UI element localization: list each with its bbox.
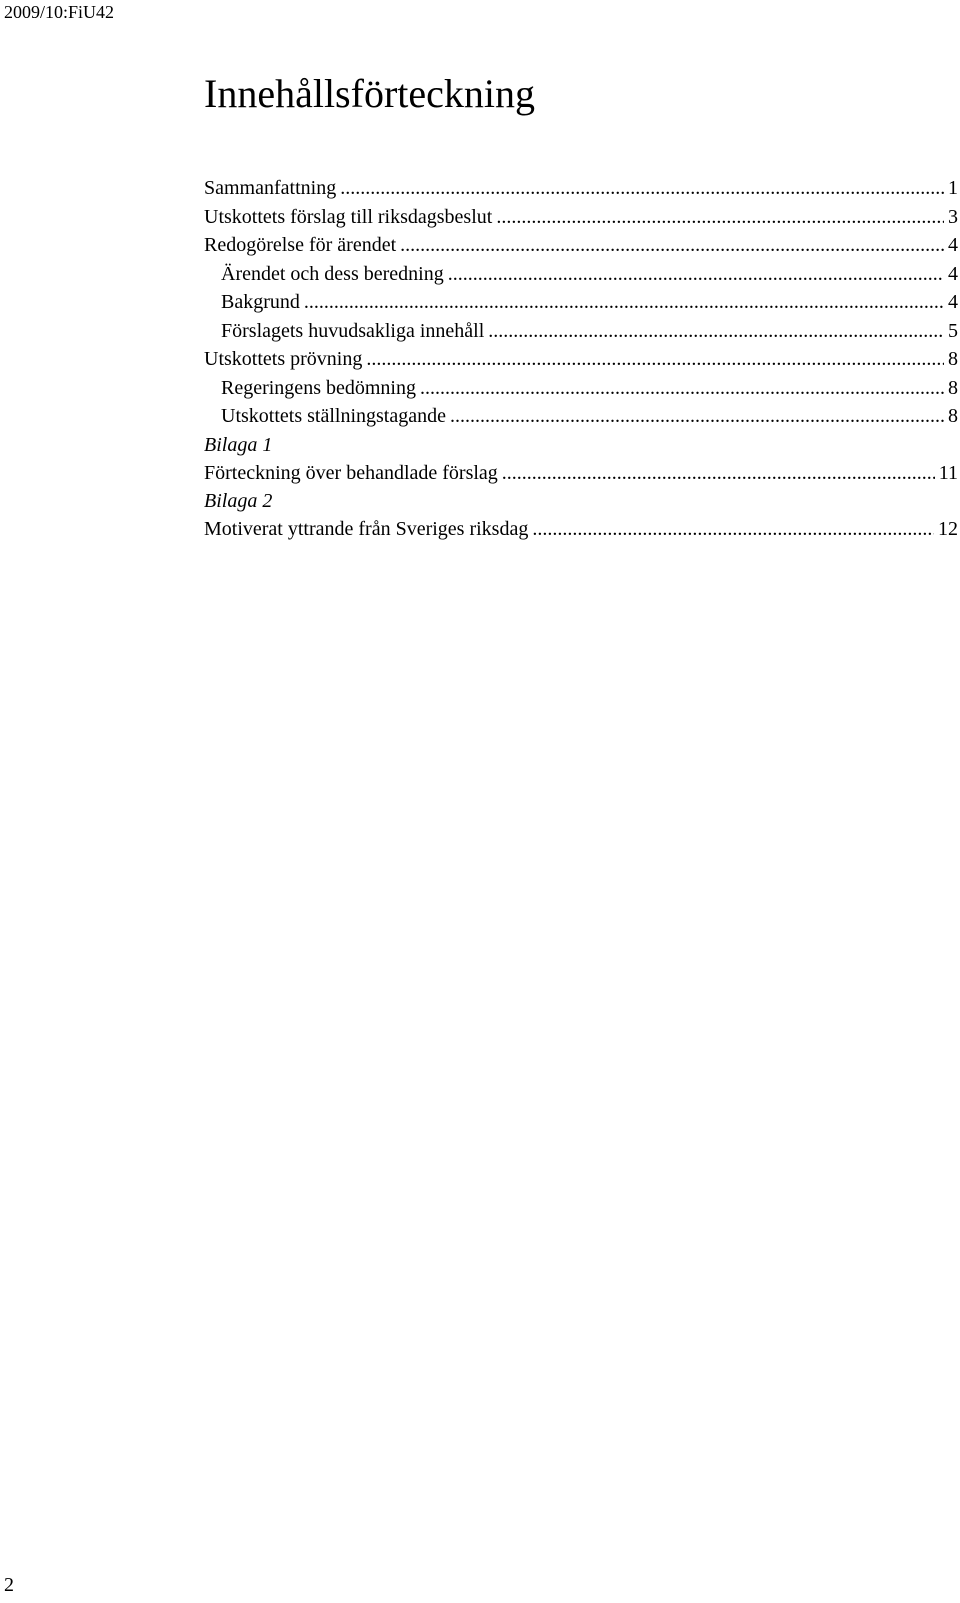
document-code: 2009/10:FiU42 xyxy=(4,2,115,22)
toc-entry-page: 12 xyxy=(938,518,958,540)
toc-entry-utskottets-provning[interactable] xyxy=(204,345,958,374)
toc-entry-page: 4 xyxy=(948,234,958,256)
toc-entry-label: Motiverat yttrande från Sveriges riksdag xyxy=(204,518,529,540)
toc-entry-regeringens-bedomning[interactable] xyxy=(204,374,958,403)
toc-entry-page: 3 xyxy=(948,205,958,228)
toc-entry-label: Bakgrund xyxy=(221,291,300,313)
toc-entry-page: 8 xyxy=(948,405,958,427)
toc-entry-label: Sammanfattning xyxy=(204,177,337,199)
toc-entry-page: 5 xyxy=(948,319,958,342)
toc-leader-dots xyxy=(400,231,944,260)
toc-entry-forteckning[interactable] xyxy=(204,459,958,488)
toc-appendix-label-1: Bilaga 1 xyxy=(204,433,273,456)
toc-entry-page: 1 xyxy=(948,177,958,199)
page-number: 2 xyxy=(4,1574,14,1596)
table-of-contents xyxy=(204,174,958,544)
toc-leader-dots xyxy=(448,260,944,289)
toc-entry-forslagets-innehall[interactable] xyxy=(204,317,958,346)
toc-entry-label: Regeringens bedömning xyxy=(221,376,416,399)
toc-appendix-label-2: Bilaga 2 xyxy=(204,490,273,512)
toc-leader-dots xyxy=(304,288,944,317)
toc-leader-dots xyxy=(340,174,944,203)
toc-entry-stallningstagande[interactable] xyxy=(204,402,958,431)
toc-leader-dots xyxy=(502,459,935,488)
toc-entry-page: 8 xyxy=(948,376,958,399)
toc-leader-dots xyxy=(496,203,944,232)
toc-entry-label: Utskottets förslag till riksdagsbeslut xyxy=(204,205,493,228)
toc-entry-utskottets-forslag[interactable] xyxy=(204,203,958,232)
toc-entry-label: Utskottets prövning xyxy=(204,348,363,370)
toc-entry-page: 11 xyxy=(938,461,958,484)
toc-entry-label: Förslagets huvudsakliga innehåll xyxy=(221,319,485,342)
toc-entry-page: 4 xyxy=(948,291,958,313)
toc-entry-label: Utskottets ställningstagande xyxy=(221,405,446,427)
toc-entry-redogorelse[interactable] xyxy=(204,231,958,260)
toc-entry-arendet[interactable] xyxy=(204,260,958,289)
toc-leader-dots xyxy=(420,374,944,403)
toc-leader-dots xyxy=(366,345,944,374)
toc-entry-page: 4 xyxy=(948,262,958,285)
toc-entry-page: 8 xyxy=(948,348,958,370)
toc-entry-sammanfattning[interactable] xyxy=(204,174,958,203)
toc-leader-dots xyxy=(450,402,944,431)
toc-entry-label: Förteckning över behandlade förslag xyxy=(204,461,498,484)
toc-entry-label: Ärendet och dess beredning xyxy=(221,262,444,285)
toc-entry-label: Redogörelse för ärendet xyxy=(204,234,397,256)
page-title: Innehållsförteckning xyxy=(204,71,535,116)
toc-leader-dots xyxy=(532,515,934,544)
toc-entry-motiverat-yttrande[interactable] xyxy=(204,515,958,544)
toc-leader-dots xyxy=(488,317,944,346)
toc-entry-bakgrund[interactable] xyxy=(204,288,958,317)
